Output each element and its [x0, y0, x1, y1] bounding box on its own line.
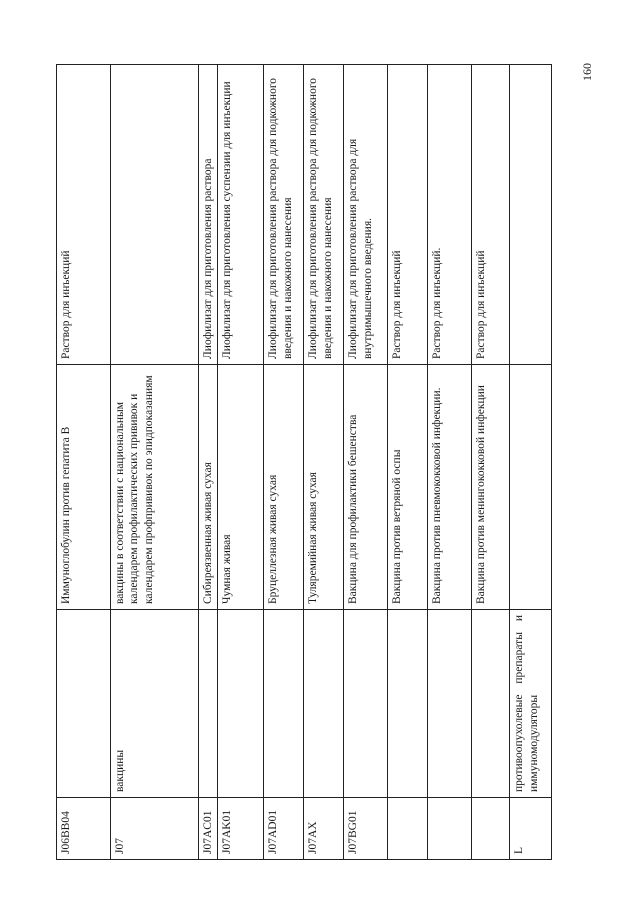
code-cell [472, 798, 510, 860]
substance-cell: Вакцина против менингококковой инфекции [472, 365, 510, 610]
page-number: 160 [580, 63, 594, 81]
form-cell: Раствор для инъекций [472, 65, 510, 365]
form-cell: Лиофилизат для приготовления раствора для подкожного введения и накожного нанесения [304, 65, 344, 365]
table-row [218, 65, 264, 860]
form-cell: Лиофилизат для приготовления раствора для подкожного введения и накожного нанесения [264, 65, 304, 365]
substance-cell: Чумная живая [218, 365, 264, 610]
substance-cell: Вакцина против пневмококковой инфекции. [428, 365, 472, 610]
table-row [264, 65, 304, 860]
form-cell: Раствор для инъекций [388, 65, 428, 365]
medication-table [56, 64, 552, 860]
substance-cell: Туляремийная живая сухая [304, 365, 344, 610]
substance-cell: Бруцеллезная живая сухая [264, 365, 304, 610]
group-cell [199, 610, 218, 798]
form-cell: Лиофилизат для приготовления суспензии для инъекции [218, 65, 264, 365]
group-cell: противоопухолевые препараты и иммуномодуляторы [510, 610, 552, 798]
form-cell [111, 65, 199, 365]
group-cell [472, 610, 510, 798]
form-cell: Лиофилизат для приготовления раствора [199, 65, 218, 365]
substance-cell: Иммуноглобулин против гепатита B [57, 365, 111, 610]
table-row [344, 65, 388, 860]
substance-cell [510, 365, 552, 610]
group-cell [428, 610, 472, 798]
group-cell: вакцины [111, 610, 199, 798]
group-cell [304, 610, 344, 798]
table-row [472, 65, 510, 860]
substance-cell: Сибиреязвенная живая сухая [199, 365, 218, 610]
group-cell [264, 610, 304, 798]
code-cell: J07AK01 [218, 798, 264, 860]
form-cell [510, 65, 552, 365]
form-cell: Раствор для инъекций. [428, 65, 472, 365]
group-cell [344, 610, 388, 798]
table-row [510, 65, 552, 860]
table-row [57, 65, 111, 860]
code-cell: J07AC01 [199, 798, 218, 860]
code-cell [388, 798, 428, 860]
table-row [304, 65, 344, 860]
table-row [111, 65, 199, 860]
table-row [199, 65, 218, 860]
rotated-page [56, 65, 552, 860]
code-cell: J07AX [304, 798, 344, 860]
code-cell: J07AD01 [264, 798, 304, 860]
group-cell [218, 610, 264, 798]
table-row [388, 65, 428, 860]
group-cell [57, 610, 111, 798]
code-cell: J06BB04 [57, 798, 111, 860]
code-cell: J07 [111, 798, 199, 860]
substance-cell: Вакцина для профилактики бешенства [344, 365, 388, 610]
code-cell [428, 798, 472, 860]
substance-cell: вакцины в соответствии с национальным календарем профилактических прививок и календарем профпрививок по эпидпоказаниям [111, 365, 199, 610]
group-cell [388, 610, 428, 798]
substance-cell: Вакцина против ветряной оспы [388, 365, 428, 610]
form-cell: Раствор для инъекций [57, 65, 111, 365]
table-row [428, 65, 472, 860]
code-cell: J07BG01 [344, 798, 388, 860]
form-cell: Лиофилизат для приготовления раствора для внутримышечного введения. [344, 65, 388, 365]
code-cell: L [510, 798, 552, 860]
